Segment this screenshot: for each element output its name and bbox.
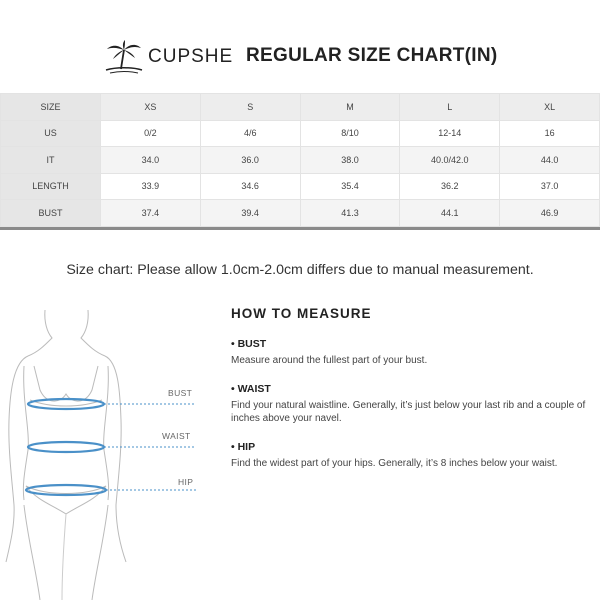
measurement-note: Size chart: Please allow 1.0cm-2.0cm differs due to manual measurement. bbox=[66, 262, 534, 278]
table-cell: 4/6 bbox=[200, 120, 300, 147]
table-cell: 37.0 bbox=[500, 173, 600, 200]
size-table-container bbox=[0, 93, 600, 230]
how-to-measure-title: HOW TO MEASURE bbox=[231, 306, 372, 321]
table-row bbox=[1, 173, 600, 200]
header bbox=[0, 38, 600, 78]
measure-item-title: • BUST bbox=[231, 338, 267, 350]
table-cell: 16 bbox=[500, 120, 600, 147]
table-row-header: US bbox=[1, 120, 101, 147]
table-row bbox=[1, 200, 600, 227]
measure-item-waist bbox=[231, 383, 600, 426]
table-cell: 44.1 bbox=[400, 200, 500, 227]
measure-item-title: • WAIST bbox=[231, 382, 271, 395]
measure-item-bust bbox=[231, 338, 600, 368]
measure-item-desc: Find the widest part of your hips. Generally, it’s 8 inches below your waist. bbox=[231, 457, 558, 469]
measure-item-desc: Measure around the fullest part of your bust. bbox=[231, 355, 428, 366]
table-cell: 33.9 bbox=[101, 173, 201, 200]
table-cell: 40.0/42.0 bbox=[400, 147, 500, 174]
body-figure bbox=[0, 300, 222, 600]
table-cell: 34.0 bbox=[101, 147, 201, 174]
table-cell: 12-14 bbox=[400, 120, 500, 147]
table-cell: XL bbox=[500, 94, 600, 121]
table-cell: 39.4 bbox=[200, 200, 300, 227]
table-row-header: LENGTH bbox=[1, 173, 101, 200]
table-cell: 36.2 bbox=[400, 173, 500, 200]
table-cell: 36.0 bbox=[200, 147, 300, 174]
chart-title: REGULAR SIZE CHART(IN) bbox=[246, 45, 498, 66]
table-row-header: IT bbox=[1, 147, 101, 174]
table-cell: 37.4 bbox=[101, 200, 201, 227]
table-row-header: SIZE bbox=[1, 94, 101, 121]
table-cell: XS bbox=[101, 94, 201, 121]
table-row bbox=[1, 120, 600, 147]
measure-item-title: • HIP bbox=[231, 440, 256, 453]
bust-label: BUST bbox=[168, 388, 193, 398]
measure-item-hip bbox=[231, 441, 600, 471]
table-row bbox=[1, 147, 600, 174]
brand-name: CUPSHE bbox=[148, 46, 234, 67]
palm-tree-logo-icon bbox=[104, 40, 144, 74]
table-cell: S bbox=[200, 94, 300, 121]
table-cell: 46.9 bbox=[500, 200, 600, 227]
waist-measure-line bbox=[28, 442, 104, 452]
table-cell: M bbox=[300, 94, 400, 121]
table-row bbox=[1, 94, 600, 121]
table-cell: 8/10 bbox=[300, 120, 400, 147]
how-to-measure-section bbox=[231, 306, 600, 485]
bust-measure-line bbox=[28, 399, 104, 409]
table-cell: 34.6 bbox=[200, 173, 300, 200]
body-outline-illustration bbox=[0, 300, 222, 600]
table-row-header: BUST bbox=[1, 200, 101, 227]
table-cell: 35.4 bbox=[300, 173, 400, 200]
hip-label: HIP bbox=[178, 477, 194, 487]
waist-label: WAIST bbox=[162, 431, 191, 441]
size-table bbox=[0, 93, 600, 227]
table-cell: 41.3 bbox=[300, 200, 400, 227]
table-cell: 44.0 bbox=[500, 147, 600, 174]
measure-item-desc: Find your natural waistline. Generally, it’s just below your last rib and a couple of inches above your navel. bbox=[231, 399, 586, 424]
table-cell: 38.0 bbox=[300, 147, 400, 174]
table-cell: 0/2 bbox=[101, 120, 201, 147]
table-cell: L bbox=[400, 94, 500, 121]
